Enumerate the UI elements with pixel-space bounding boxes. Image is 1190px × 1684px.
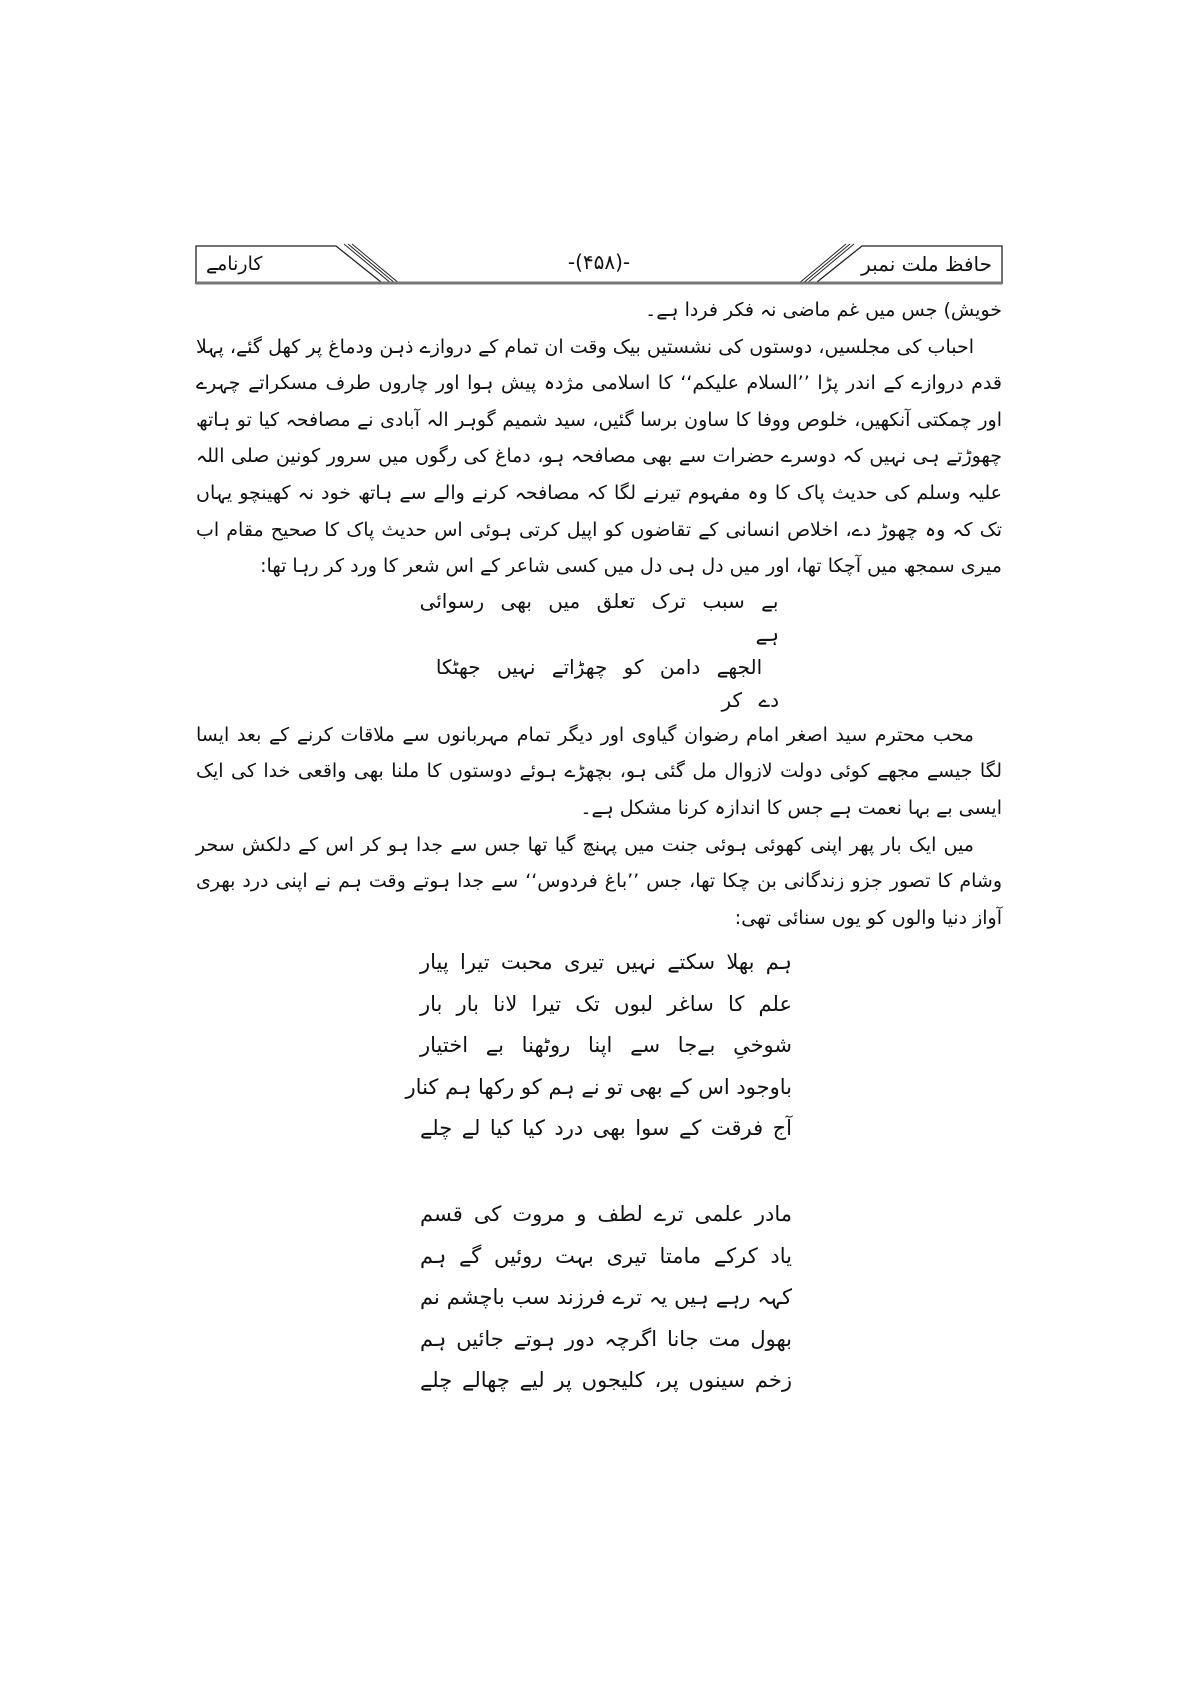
poem-stanza <box>405 942 792 1150</box>
page-number: -(۴۵۸)- <box>567 250 631 274</box>
verse-line: کہہ رہے ہیں یہ ترے فرزند سب باچشم نم <box>420 1285 792 1309</box>
paragraph: محب محترم سید اصغر امام رضوان گیاوی اور دیگر تمام مہربانوں سے ملاقات کرنے کے بعد ایسا لگا جیسے مجھے کوئی دولت لازوال مل گئی ہو، بچھڑے ہوئے دوستوں کا ملنا بھی واقعی خدا کی ایک ایسی بے بہا نعمت ہے جس کا اندازہ کرنا مشکل ہے۔ <box>196 723 1002 819</box>
verse-line: بھول مت جانا اگرچہ دور ہوتے جائیں ہم <box>420 1326 792 1351</box>
paragraph: میں ایک بار پھر اپنی کھوئی ہوئی جنت میں پہنچ گیا تھا جس سے جدا ہو کر اس کے دلکش سحر وشام کا تصور جزو زندگانی بن چکا تھا، جس ’’باغ فردوس‘‘ سے جدا ہوتے وقت ہم نے اپنی درد بھری آواز دنیا والوں کو یوں سنائی تھی: <box>196 833 1002 929</box>
verse-line: الجھے دامن کو چھڑاتے نہیں جھٹکا دے کر <box>435 654 779 712</box>
verse-line: مادر علمی ترے لطف و مروت کی قسم <box>420 1202 792 1226</box>
header-publication-title: حافظ ملت نمبر <box>861 252 992 276</box>
verse-line: آج فرقت کے سوا بھی درد کیا کیا لے چلے <box>420 1116 792 1140</box>
verse-line: بے سبب ترک تعلق میں بھی رسوائی ہے <box>419 588 779 646</box>
verse-line: ہم بھلا سکتے نہیں تیری محبت تیرا پیار <box>420 950 792 974</box>
couplet <box>419 585 779 717</box>
running-header <box>196 244 1002 282</box>
verse-line: زخم سینوں پر، کلیجوں پر لیے چھالے چلے <box>420 1368 792 1392</box>
paragraph: احباب کی مجلسیں، دوستوں کی نشستیں بیک وقت ان تمام کے دروازے ذہن ودماغ پر کھل گئے، پہلا قدم دروازے کے اندر پڑا ’’السلام علیکم‘‘ کا اسلامی مژدہ پیش ہوا اور چاروں طرف مسکراتے چہرے اور چمکتی آنکھیں، خلوص ووفا کا ساون برسا گئیں، سید شمیم گوہر الہ آبادی نے مصافحہ کیا تو ہاتھ چھوڑتے ہی نہیں کہ دوسرے حضرات سے بھی مصافحہ ہو، دماغ کی رگوں میں سرور کونین صلی اللہ علیہ وسلم کی حدیث پاک کا وہ مفہوم تیرنے لگا کہ مصافحہ کرنے والے سے ہاتھ خود نہ کھینچو یہاں تک کہ وہ چھوڑ دے، اخلاص انسانی کے تقاضوں کو اپیل کرتی ہوئی اس حدیث پاک کا صحیح مقام اب میری سمجھ میں آچکا تھا، اور میں دل ہی دل میں کسی شاعر کے اس شعر کا ورد کر رہا تھا: <box>196 335 1002 578</box>
body-text <box>196 292 1002 936</box>
verse-line: یاد کرکے مامتا تیری بہت روئیں گے ہم <box>420 1243 792 1268</box>
paragraph: خویش) جس میں غم ماضی نہ فکر فردا ہے۔ <box>645 299 1002 321</box>
poem-stanza <box>420 1194 792 1402</box>
header-section-title: کارنامے <box>206 253 263 275</box>
verse-line: شوخیِ بےجا سے اپنا روٹھنا بے اختیار <box>420 1033 792 1057</box>
verse-line: باوجود اس کے بھی تو نے ہم کو رکھا ہم کنار <box>405 1074 792 1099</box>
verse-line: علم کا ساغر لبوں تک تیرا لانا بار بار <box>420 991 792 1016</box>
